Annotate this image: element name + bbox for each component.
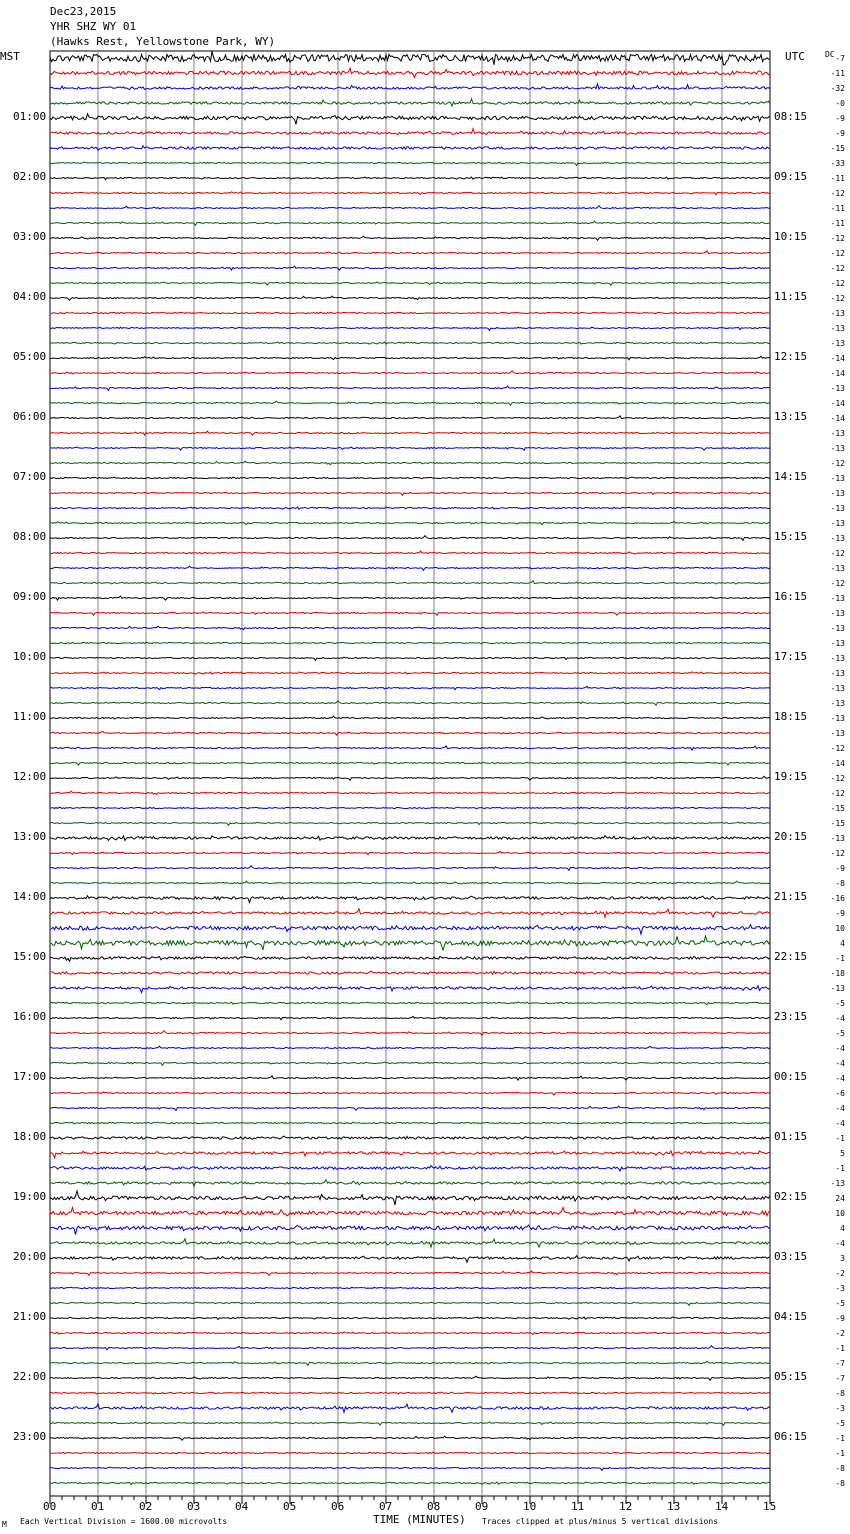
trace-line: [50, 1225, 770, 1235]
trace-line: [50, 492, 770, 495]
trace-line: [50, 1256, 770, 1262]
trace-line: [50, 612, 770, 615]
hour-label-right: 04:15: [774, 1310, 808, 1323]
dc-offset-label: -13: [830, 444, 845, 453]
dc-offset-label: -9: [835, 909, 845, 918]
dc-offset-label: -13: [830, 474, 845, 483]
trace-line: [50, 866, 770, 871]
dc-offset-label: -3: [835, 1404, 845, 1413]
dc-offset-label: -15: [830, 804, 845, 813]
dc-offset-label: 4: [840, 939, 845, 948]
trace-line: [50, 521, 770, 524]
dc-offset-label: -15: [830, 144, 845, 153]
trace-line: [50, 657, 770, 660]
x-tick-label: 06: [331, 1500, 345, 1513]
dc-offset-label: -12: [830, 849, 845, 858]
dc-offset-label: -12: [830, 294, 845, 303]
hour-label-left: 17:00: [13, 1070, 47, 1083]
hour-label-left: 22:00: [13, 1370, 47, 1383]
hour-label-right: 00:15: [774, 1070, 808, 1083]
trace-line: [50, 129, 770, 135]
dc-offset-label: -5: [835, 1029, 845, 1038]
trace-line: [50, 1317, 770, 1320]
trace-line: [50, 221, 770, 225]
hour-label-left: 15:00: [13, 950, 47, 963]
hour-label-right: 13:15: [774, 410, 808, 423]
trace-line: [50, 896, 770, 903]
hour-label-right: 12:15: [774, 350, 808, 363]
x-tick-label: 05: [283, 1500, 297, 1513]
dc-offset-label: -9: [835, 1314, 845, 1323]
x-tick-label: 10: [523, 1500, 537, 1513]
dc-offset-label: -13: [830, 1179, 845, 1188]
dc-offset-label: -12: [830, 249, 845, 258]
right-timezone-label: UTC: [785, 50, 805, 63]
footer-clip-note: Traces clipped at plus/minus 5 vertical divisions: [482, 1517, 719, 1526]
dc-offset-label: -1: [835, 954, 845, 963]
trace-line: [50, 1332, 770, 1335]
dc-offset-label: -4: [835, 1059, 845, 1068]
trace-line: [50, 986, 770, 993]
dc-label: DC: [825, 50, 835, 59]
trace-line: [50, 1361, 770, 1365]
x-tick-label: 02: [139, 1500, 153, 1513]
dc-offset-label: -4: [835, 1074, 845, 1083]
trace-line: [50, 807, 770, 809]
dc-offset-label: -7: [835, 54, 845, 63]
dc-offset-label: -2: [835, 1329, 845, 1338]
dc-offset-label: -13: [830, 684, 845, 693]
hour-label-right: 17:15: [774, 650, 808, 663]
dc-offset-label: 4: [840, 1224, 845, 1233]
trace-line: [50, 1392, 770, 1394]
dc-offset-label: -8: [835, 1464, 845, 1473]
dc-offset-label: -18: [830, 969, 845, 978]
trace-line: [50, 536, 770, 541]
dc-offset-label: -13: [830, 729, 845, 738]
trace-line: [50, 296, 770, 300]
dc-offset-label: -13: [830, 324, 845, 333]
dc-offset-label: -9: [835, 129, 845, 138]
dc-offset-label: -12: [830, 774, 845, 783]
hour-label-left: 08:00: [13, 530, 47, 543]
x-tick-label: 14: [715, 1500, 729, 1513]
dc-offset-label: -4: [835, 1014, 845, 1023]
dc-offset-label: -8: [835, 1389, 845, 1398]
dc-offset-label: -14: [830, 369, 845, 378]
dc-offset-label: -4: [835, 1104, 845, 1113]
trace-line: [50, 447, 770, 450]
dc-offset-label: 3: [840, 1254, 845, 1263]
trace-line: [50, 716, 770, 719]
trace-line: [50, 146, 770, 150]
trace-line: [50, 1046, 770, 1049]
trace-line: [50, 312, 770, 314]
header-date: Dec23,2015: [50, 5, 117, 18]
trace-line: [50, 1287, 770, 1288]
dc-offset-label: -15: [830, 819, 845, 828]
trace-line: [50, 642, 770, 644]
trace-line: [50, 477, 770, 479]
dc-offset-label: -4: [835, 1239, 845, 1248]
trace-line: [50, 371, 770, 374]
trace-line: [50, 1404, 770, 1413]
hour-label-right: 18:15: [774, 710, 808, 723]
trace-line: [50, 776, 770, 780]
trace-line: [50, 731, 770, 735]
dc-offset-label: -1: [835, 1344, 845, 1353]
dc-offset-label: -13: [830, 624, 845, 633]
trace-line: [50, 507, 770, 509]
hour-label-right: 15:15: [774, 530, 808, 543]
dc-offset-label: -13: [830, 834, 845, 843]
dc-offset-label: -11: [830, 204, 845, 213]
dc-offset-label: -33: [830, 159, 845, 168]
trace-line: [50, 836, 770, 841]
dc-offset-label: -8: [835, 879, 845, 888]
x-tick-label: 01: [91, 1500, 105, 1513]
dc-offset-label: -4: [835, 1044, 845, 1053]
dc-offset-label: -9: [835, 114, 845, 123]
trace-line: [50, 1376, 770, 1380]
left-timezone-label: MST: [0, 50, 20, 63]
dc-offset-label: -13: [830, 519, 845, 528]
dc-offset-label: -7: [835, 1374, 845, 1383]
hour-label-right: 21:15: [774, 890, 808, 903]
hour-label-left: 14:00: [13, 890, 47, 903]
header-location: (Hawks Rest, Yellowstone Park, WY): [50, 35, 276, 48]
hour-label-left: 04:00: [13, 290, 47, 303]
hour-label-left: 23:00: [13, 1430, 47, 1443]
trace-line: [50, 327, 770, 330]
trace-line: [50, 1436, 770, 1440]
x-tick-label: 11: [571, 1500, 585, 1513]
trace-line: [50, 566, 770, 570]
dc-offset-label: -14: [830, 354, 845, 363]
hour-label-left: 03:00: [13, 230, 47, 243]
trace-line: [50, 1062, 770, 1065]
trace-line: [50, 461, 770, 465]
trace-line: [50, 1302, 770, 1305]
trace-line: [50, 266, 770, 270]
trace-line: [50, 909, 770, 918]
hour-label-right: 08:15: [774, 110, 808, 123]
dc-offset-label: -13: [830, 564, 845, 573]
x-tick-label: 03: [187, 1500, 201, 1513]
trace-line: [50, 1031, 770, 1036]
dc-offset-label: -16: [830, 894, 845, 903]
trace-line: [50, 596, 770, 600]
dc-offset-label: -13: [830, 714, 845, 723]
trace-line: [50, 1191, 770, 1205]
dc-offset-label: -5: [835, 1299, 845, 1308]
trace-line: [50, 68, 770, 77]
dc-offset-label: -12: [830, 189, 845, 198]
dc-offset-label: -11: [830, 219, 845, 228]
trace-line: [50, 236, 770, 240]
dc-offset-label: -0: [835, 99, 845, 108]
dc-offset-label: -11: [830, 174, 845, 183]
trace-line: [50, 1271, 770, 1275]
x-tick-label: 04: [235, 1500, 249, 1513]
trace-line: [50, 282, 770, 285]
hour-label-left: 19:00: [13, 1190, 47, 1203]
dc-offset-label: -13: [830, 594, 845, 603]
dc-offset-label: -11: [830, 69, 845, 78]
dc-offset-label: -12: [830, 264, 845, 273]
hour-label-right: 06:15: [774, 1430, 808, 1443]
dc-offset-label: -1: [835, 1434, 845, 1443]
trace-line: [50, 401, 770, 405]
hour-label-left: 10:00: [13, 650, 47, 663]
hour-label-left: 02:00: [13, 170, 47, 183]
trace-line: [50, 672, 770, 674]
dc-offset-label: -5: [835, 999, 845, 1008]
dc-offset-label: -8: [835, 1479, 845, 1488]
trace-line: [50, 1002, 770, 1005]
x-tick-label: 15: [763, 1500, 777, 1513]
dc-offset-label: -12: [830, 234, 845, 243]
dc-offset-label: -12: [830, 744, 845, 753]
header-station: YHR SHZ WY 01: [50, 20, 137, 33]
hour-label-right: 10:15: [774, 230, 808, 243]
dc-offset-label: -4: [835, 1119, 845, 1128]
x-axis-title: TIME (MINUTES): [373, 1513, 466, 1526]
hour-label-left: 09:00: [13, 590, 47, 603]
hour-label-right: 02:15: [774, 1190, 808, 1203]
hour-label-right: 23:15: [774, 1010, 808, 1023]
hour-label-right: 19:15: [774, 770, 808, 783]
hour-label-right: 22:15: [774, 950, 808, 963]
dc-offset-label: -13: [830, 384, 845, 393]
dc-offset-label: -2: [835, 1269, 845, 1278]
dc-offset-label: -13: [830, 654, 845, 663]
trace-line: [50, 1151, 770, 1158]
trace-line: [50, 162, 770, 165]
dc-offset-label: 5: [840, 1149, 845, 1158]
dc-offset-label: -13: [830, 309, 845, 318]
dc-offset-label: -13: [830, 504, 845, 513]
trace-line: [50, 1092, 770, 1095]
dc-offset-label: -13: [830, 639, 845, 648]
hour-label-right: 20:15: [774, 830, 808, 843]
trace-line: [50, 1346, 770, 1350]
hour-label-left: 18:00: [13, 1130, 47, 1143]
trace-line: [50, 1207, 770, 1215]
trace-line: [50, 416, 770, 419]
dc-offset-label: -12: [830, 549, 845, 558]
trace-line: [50, 925, 770, 935]
hour-label-left: 11:00: [13, 710, 47, 723]
dc-offset-label: -13: [830, 984, 845, 993]
trace-line: [50, 1076, 770, 1080]
dc-offset-label: 10: [835, 1209, 845, 1218]
trace-line: [50, 1122, 770, 1124]
hour-label-left: 05:00: [13, 350, 47, 363]
dc-offset-label: -13: [830, 534, 845, 543]
trace-line: [50, 1239, 770, 1248]
trace-line: [50, 431, 770, 435]
trace-line: [50, 971, 770, 974]
trace-line: [50, 51, 770, 65]
dc-offset-label: -14: [830, 399, 845, 408]
trace-line: [50, 822, 770, 825]
trace-line: [50, 936, 770, 950]
hour-label-left: 01:00: [13, 110, 47, 123]
trace-line: [50, 791, 770, 795]
trace-line: [50, 251, 770, 254]
trace-line: [50, 701, 770, 706]
x-tick-label: 09: [475, 1500, 489, 1513]
dc-offset-label: -1: [835, 1134, 845, 1143]
trace-line: [50, 192, 770, 195]
footer-corner-mark: M: [2, 1520, 7, 1529]
x-tick-label: 12: [619, 1500, 633, 1513]
dc-offset-label: -14: [830, 414, 845, 423]
x-tick-label: 08: [427, 1500, 441, 1513]
hour-label-left: 21:00: [13, 1310, 47, 1323]
dc-offset-label: -32: [830, 84, 845, 93]
hour-label-left: 13:00: [13, 830, 47, 843]
dc-offset-label: -13: [830, 429, 845, 438]
trace-line: [50, 686, 770, 689]
trace-line: [50, 1136, 770, 1139]
trace-line: [50, 206, 770, 209]
dc-offset-label: -9: [835, 864, 845, 873]
trace-line: [50, 881, 770, 884]
hour-label-left: 06:00: [13, 410, 47, 423]
trace-line: [50, 1166, 770, 1171]
trace-line: [50, 746, 770, 750]
x-tick-label: 00: [43, 1500, 57, 1513]
dc-offset-label: -12: [830, 789, 845, 798]
hour-label-right: 03:15: [774, 1250, 808, 1263]
hour-label-right: 14:15: [774, 470, 808, 483]
trace-line: [50, 1422, 770, 1425]
trace-line: [50, 84, 770, 90]
hour-label-left: 16:00: [13, 1010, 47, 1023]
dc-offset-label: -13: [830, 669, 845, 678]
dc-offset-label: -1: [835, 1449, 845, 1458]
trace-line: [50, 1106, 770, 1110]
hour-label-left: 07:00: [13, 470, 47, 483]
dc-offset-label: -12: [830, 459, 845, 468]
trace-line: [50, 851, 770, 854]
dc-offset-label: -13: [830, 609, 845, 618]
trace-line: [50, 762, 770, 765]
x-tick-label: 13: [667, 1500, 681, 1513]
dc-offset-label: -1: [835, 1164, 845, 1173]
hour-label-right: 11:15: [774, 290, 808, 303]
dc-offset-label: -13: [830, 699, 845, 708]
hour-label-right: 05:15: [774, 1370, 808, 1383]
dc-offset-label: -14: [830, 759, 845, 768]
trace-line: [50, 1016, 770, 1019]
dc-offset-label: -12: [830, 579, 845, 588]
trace-line: [50, 1452, 770, 1453]
hour-label-right: 09:15: [774, 170, 808, 183]
trace-line: [50, 177, 770, 180]
trace-line: [50, 626, 770, 630]
trace-line: [50, 356, 770, 359]
trace-line: [50, 956, 770, 961]
hour-label-left: 20:00: [13, 1250, 47, 1263]
trace-line: [50, 1467, 770, 1470]
trace-line: [50, 551, 770, 554]
dc-offset-label: -13: [830, 339, 845, 348]
trace-line: [50, 342, 770, 344]
hour-label-right: 16:15: [774, 590, 808, 603]
x-tick-label: 07: [379, 1500, 393, 1513]
footer-scale-note: Each Vertical Division = 1600.00 microvolts: [20, 1517, 228, 1526]
dc-offset-label: -7: [835, 1359, 845, 1368]
trace-line: [50, 1482, 770, 1485]
dc-offset-label: -3: [835, 1284, 845, 1293]
hour-label-right: 01:15: [774, 1130, 808, 1143]
dc-offset-label: -12: [830, 279, 845, 288]
dc-offset-label: 10: [835, 924, 845, 933]
dc-offset-label: -5: [835, 1419, 845, 1428]
trace-line: [50, 1180, 770, 1187]
dc-offset-label: 24: [835, 1194, 845, 1203]
trace-line: [50, 581, 770, 584]
trace-line: [50, 386, 770, 390]
trace-line: [50, 99, 770, 106]
trace-line: [50, 114, 770, 125]
hour-label-left: 12:00: [13, 770, 47, 783]
dc-offset-label: -13: [830, 489, 845, 498]
dc-offset-label: -6: [835, 1089, 845, 1098]
